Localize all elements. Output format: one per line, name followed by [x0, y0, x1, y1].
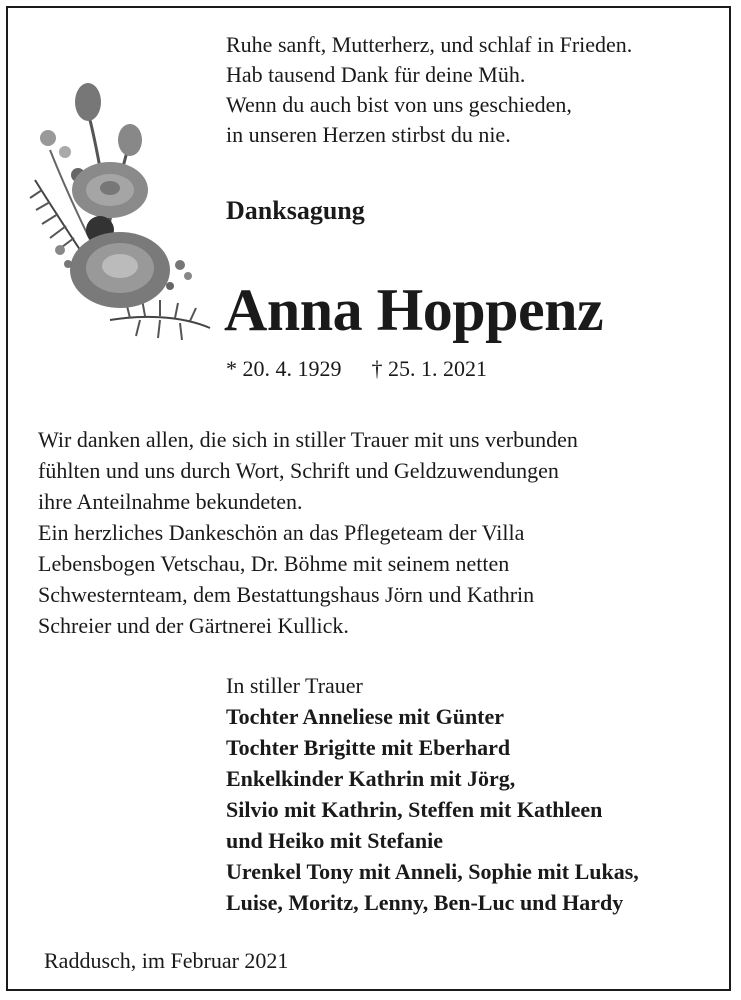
- mourner-line: Silvio mit Kathrin, Steffen mit Kathleen: [226, 797, 603, 822]
- body-line: Lebensbogen Vetschau, Dr. Böhme mit seinem netten: [38, 551, 510, 576]
- body-line: ihre Anteilnahme bekundeten.: [38, 489, 303, 514]
- mourners-intro: In stiller Trauer: [226, 673, 363, 698]
- body-line: Wir danken allen, die sich in stiller Trauer mit uns verbunden: [38, 427, 578, 452]
- body-line: Schreier und der Gärtnerei Kullick.: [38, 613, 349, 638]
- poem-line: Ruhe sanft, Mutterherz, und schlaf in Frieden.: [226, 32, 633, 57]
- poem-line: Wenn du auch bist von uns geschieden,: [226, 92, 572, 117]
- mourner-line: Urenkel Tony mit Anneli, Sophie mit Lukas,: [226, 859, 639, 884]
- thanks-text: [38, 424, 718, 641]
- mourner-line: Tochter Brigitte mit Eberhard: [226, 735, 511, 760]
- death-date: † 25. 1. 2021: [371, 356, 487, 381]
- poem-line: Hab tausend Dank für deine Müh.: [226, 62, 526, 87]
- poem-line: in unseren Herzen stirbst du nie.: [226, 122, 511, 147]
- birth-date: * 20. 4. 1929: [226, 356, 342, 381]
- body-line: Schwesternteam, dem Bestattungshaus Jörn und Kathrin: [38, 582, 535, 607]
- place-and-date: Raddusch, im Februar 2021: [44, 948, 289, 973]
- mourner-line: und Heiko mit Stefanie: [226, 828, 443, 853]
- body-line: Ein herzliches Dankeschön an das Pflegeteam der Villa: [38, 520, 525, 545]
- body-line: fühlten und uns durch Wort, Schrift und Geldzuwendungen: [38, 458, 559, 483]
- flower-bouquet-icon: [20, 80, 220, 345]
- memorial-poem: [226, 30, 632, 150]
- heading-danksagung: Danksagung: [226, 196, 365, 225]
- deceased-name: Anna Hoppenz: [224, 277, 604, 343]
- mourner-line: Enkelkinder Kathrin mit Jörg,: [226, 766, 516, 791]
- mourners-list: [226, 670, 639, 918]
- life-dates: [226, 356, 487, 382]
- mourner-line: Luise, Moritz, Lenny, Ben-Luc und Hardy: [226, 890, 624, 915]
- mourner-line: Tochter Anneliese mit Günter: [226, 704, 505, 729]
